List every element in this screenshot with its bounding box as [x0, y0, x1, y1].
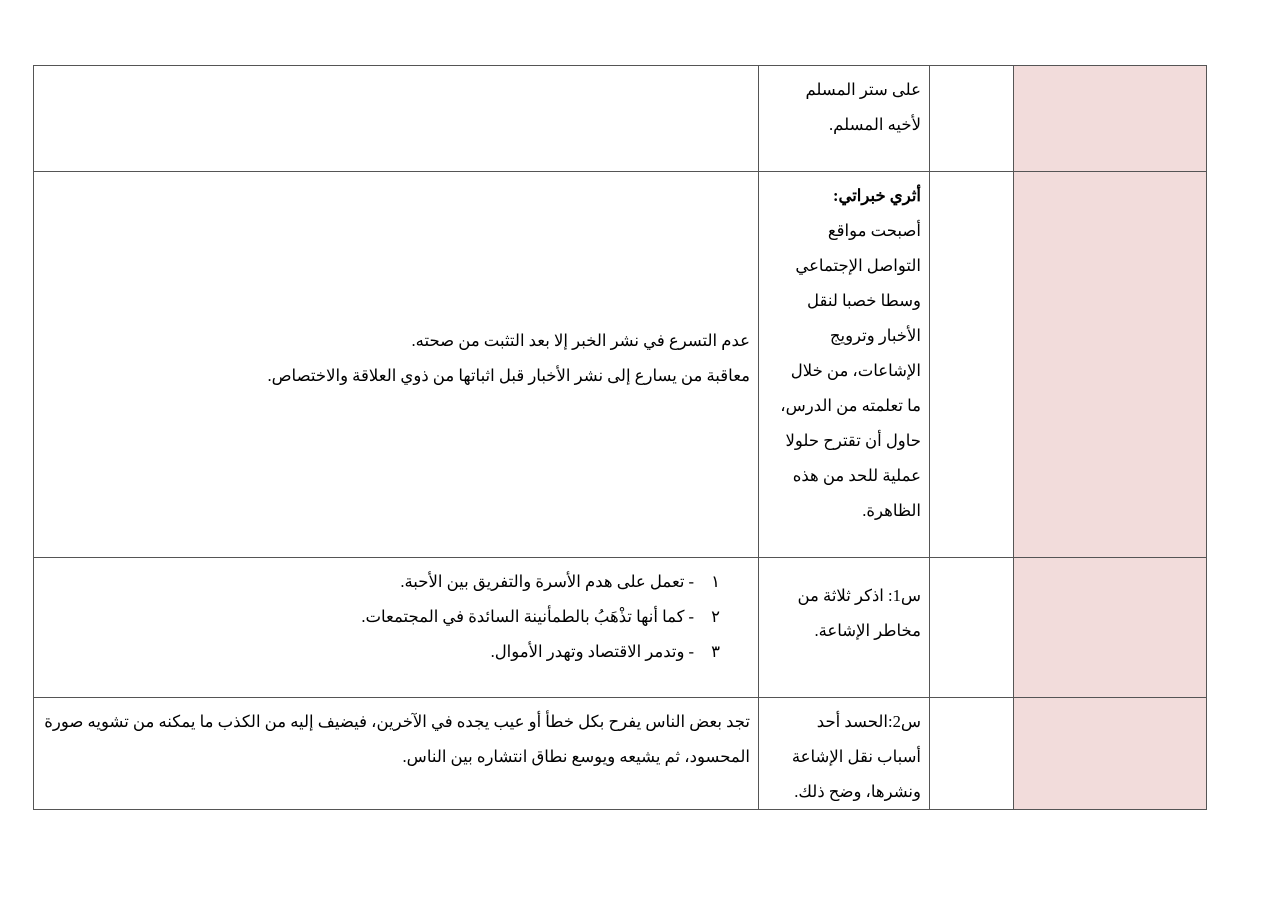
question-line: على ستر المسلم: [805, 80, 921, 99]
list-text: تعمل على هدم الأسرة والتفريق بين الأحبة.: [400, 572, 685, 591]
answer-cell: [34, 558, 759, 698]
question-line: لأخيه المسلم.: [829, 115, 921, 134]
question-line: التواصل الإجتماعي: [795, 256, 921, 275]
question-cell: [759, 698, 930, 810]
list-item: ٢-كما أنها تذْهَبُ بالطمأنينة السائدة في المجتمعات.: [40, 599, 720, 634]
answer-line: معاقبة من يسارع إلى نشر الأخبار قبل اثباتها من ذوي العلاقة والاختصاص.: [267, 365, 750, 385]
empty-cell: [930, 172, 1014, 558]
list-item: ١-تعمل على هدم الأسرة والتفريق بين الأحبة.: [40, 564, 720, 599]
answer-cell: [34, 66, 759, 172]
list-number: ١: [711, 572, 720, 591]
question-line: مخاطر الإشاعة.: [814, 621, 921, 640]
question-cell: [759, 558, 930, 698]
question-line: الظاهرة.: [862, 501, 921, 520]
answer-paragraph: تجد بعض الناس يفرح بكل خطأ أو عيب يجده في الآخرين، فيضيف إليه من الكذب ما يمكنه من تشويه صورة المحسود، ثم يشيعه ويوسع نطاق انتشاره بين الناس.: [44, 712, 750, 766]
table-row: [34, 66, 1207, 172]
question-line: أسباب نقل الإشاعة: [791, 747, 921, 766]
question-line: عملية للحد من هذه: [792, 466, 921, 485]
answer-cell: [34, 698, 759, 810]
shaded-cell: [1014, 66, 1207, 172]
question-line: ونشرها، وضح ذلك.: [794, 782, 921, 801]
shaded-cell: [1014, 172, 1207, 558]
question-line: أصبحت مواقع: [827, 221, 921, 240]
shaded-cell: [1014, 698, 1207, 810]
table-row: [34, 558, 1207, 698]
question-line: وسطا خصبا لنقل: [807, 291, 921, 310]
answer-line: عدم التسرع في نشر الخبر إلا بعد التثبت من صحته.: [411, 330, 750, 350]
empty-cell: [930, 698, 1014, 810]
table-row: [34, 698, 1207, 810]
question-line: الأخبار وترويج: [829, 326, 921, 345]
question-line: س2:الحسد أحد: [816, 712, 921, 731]
risks-list: [40, 564, 750, 669]
question-line: ما تعلمته من الدرس،: [780, 396, 921, 415]
list-number: ٣: [711, 642, 720, 661]
question-line: س1: اذكر ثلاثة من: [797, 586, 921, 605]
question-line: الإشاعات، من خلال: [790, 361, 921, 380]
empty-cell: [930, 558, 1014, 698]
worksheet-table: [33, 65, 1207, 810]
list-text: وتدمر الاقتصاد وتهدر الأموال.: [490, 642, 685, 661]
question-line: حاول أن تقترح حلولا: [785, 431, 921, 450]
question-cell: [759, 172, 930, 558]
shaded-cell: [1014, 558, 1207, 698]
question-label: أثري خبراتي:: [832, 186, 921, 205]
question-cell: [759, 66, 930, 172]
answer-cell: [34, 172, 759, 558]
empty-cell: [930, 66, 1014, 172]
list-item: ٣-وتدمر الاقتصاد وتهدر الأموال.: [40, 634, 720, 669]
list-number: ٢: [711, 607, 720, 626]
table-row: [34, 172, 1207, 558]
list-text: كما أنها تذْهَبُ بالطمأنينة السائدة في المجتمعات.: [361, 607, 685, 626]
